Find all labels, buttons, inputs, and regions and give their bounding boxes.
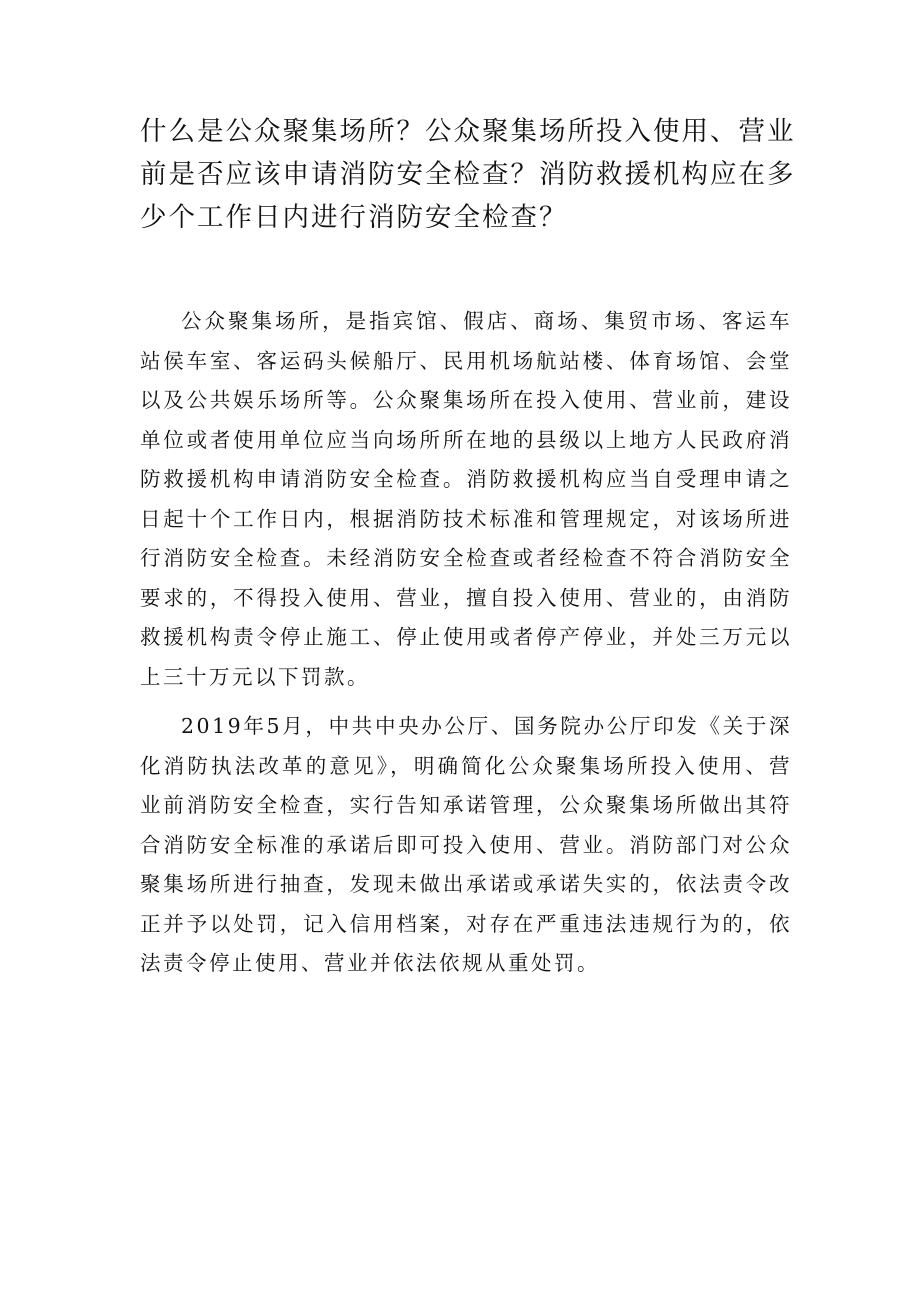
document-body bbox=[140, 302, 792, 994]
body-paragraph-2: 2019年5月，中共中央办公厅、国务院办公厅印发《关于深化消防执法改革的意见》，明确简化公众聚集场所投入使用、营业前消防安全检查，实行告知承诺管理，公众聚集场所做出其符合消防安全标准的承诺后即可投入使用、营业。消防部门对公众聚集场所进行抽查，发现未做出承诺或承诺失实的，依法责令改正并予以处罚，记入信用档案，对存在严重违法违规行为的，依法责令停止使用、营业并依法依规从重处罚。 bbox=[140, 714, 792, 975]
body-paragraph-1: 公众聚集场所，是指宾馆、假店、商场、集贸市场、客运车站侯车室、客运码头候船厅、民用机场航站楼、体育场馆、会堂以及公共娱乐场所等。公众聚集场所在投入使用、营业前，建设单位或者使用单位应当向场所所在地的县级以上地方人民政府消防救援机构申请消防安全检查。消防救援机构应当自受理申请之日起十个工作日内，根据消防技术标准和管理规定，对该场所进行消防安全检查。未经消防安全检查或者经检查不符合消防安全要求的，不得投入使用、营业，擅自投入使用、营业的，由消防救援机构责令停止施工、停止使用或者停产停业，并处三万元以上三十万元以下罚款。 bbox=[140, 309, 792, 689]
document-title: 什么是公众聚集场所？公众聚集场所投入使用、营业前是否应该申请消防安全检查？消防救援机构应在多少个工作日内进行消防安全检查？ bbox=[140, 116, 796, 233]
